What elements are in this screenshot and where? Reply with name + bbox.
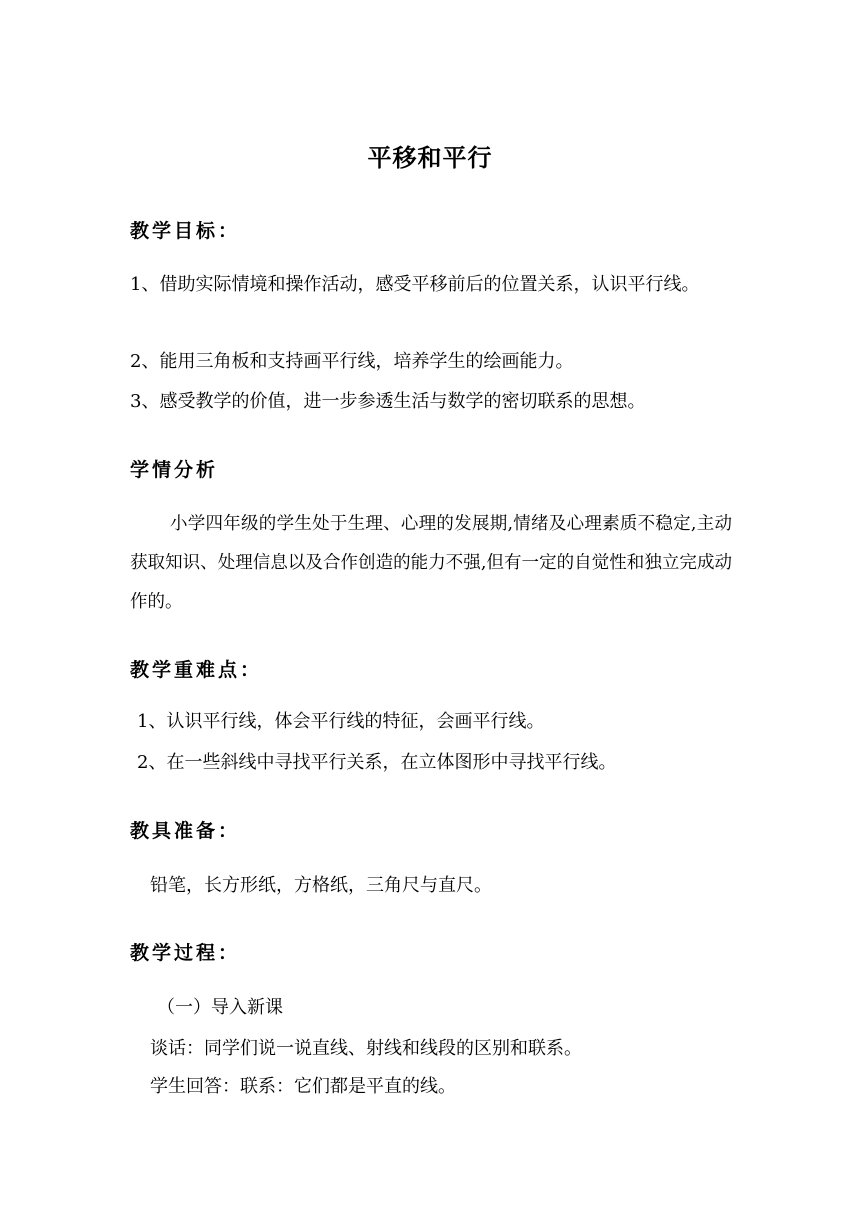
process-heading: 教学过程：: [130, 942, 241, 964]
process-line-2: 学生回答：联系：它们都是平直的线。: [150, 1076, 456, 1097]
process-line-1: 谈话：同学们说一说直线、射线和线段的区别和联系。: [150, 1038, 582, 1059]
objectives-item-2: 2、能用三角板和支持画平行线，培养学生的绘画能力。: [130, 351, 574, 372]
materials-text: 铅笔，长方形纸，方格纸，三角尺与直尺。: [150, 875, 492, 896]
key-points-item-1: 1、认识平行线，体会平行线的特征，会画平行线。: [137, 711, 545, 732]
key-points-item-2: 2、在一些斜线中寻找平行关系，在立体图形中寻找平行线。: [137, 752, 617, 773]
materials-heading: 教具准备：: [130, 820, 241, 842]
objectives-heading: 教学目标：: [130, 220, 241, 242]
process-subheading: （一）导入新课: [157, 997, 283, 1018]
objectives-item-1: 1、借助实际情境和操作活动，感受平移前后的位置关系，认识平行线。: [130, 274, 700, 295]
analysis-heading: 学情分析: [130, 459, 219, 481]
key-points-heading: 教学重难点：: [130, 659, 263, 681]
analysis-paragraph: 小学四年级的学生处于生理、心理的发展期,情绪及心理素质不稳定,主动获取知识、处理信息以及合作创造的能力不强,但有一定的自觉性和独立完成动作的。: [130, 514, 732, 612]
objectives-item-3: 3、感受教学的价值，进一步参透生活与数学的密切联系的思想。: [130, 391, 646, 412]
document-title: 平移和平行: [367, 144, 493, 172]
